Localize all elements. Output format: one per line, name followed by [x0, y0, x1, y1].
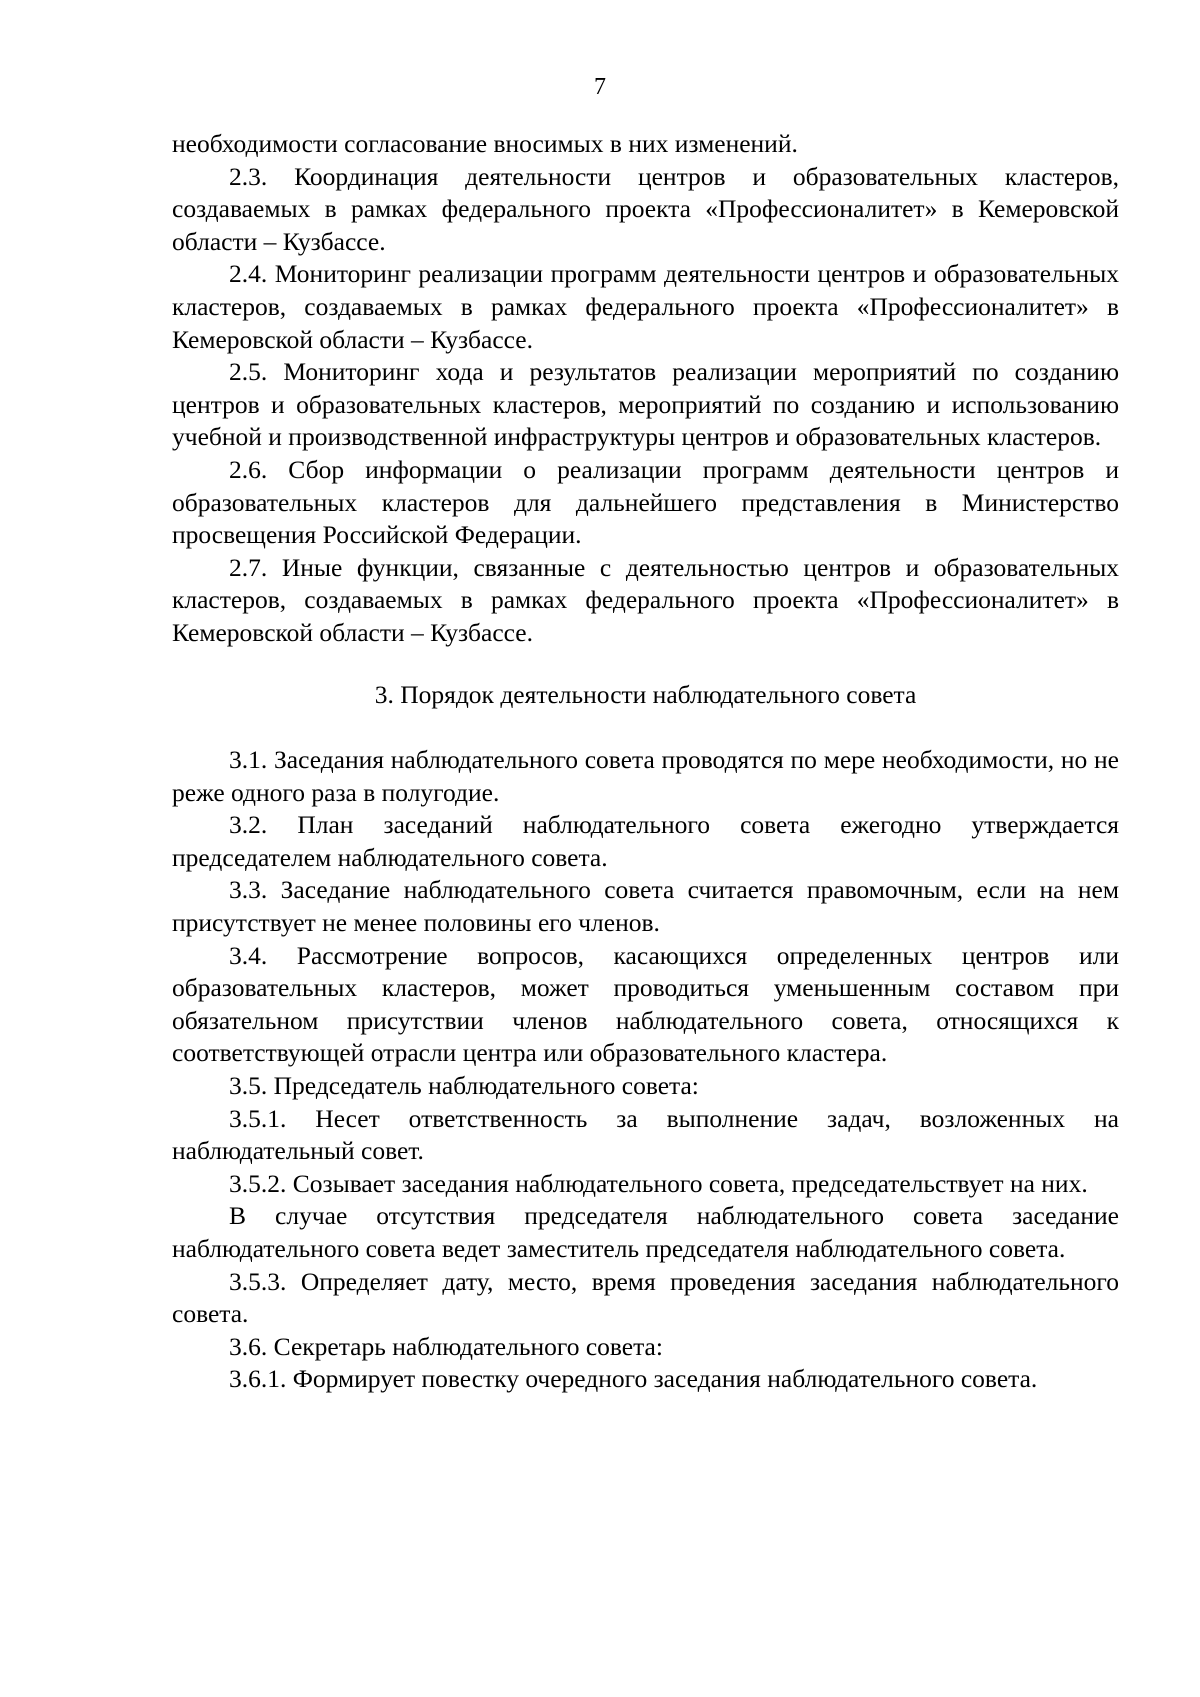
paragraph-2-6: 2.6. Сбор информации о реализации программ деятельности центров и образовательных кластеров для дальнейшего представления в Министерство просвещения Российской Федерации.	[172, 454, 1119, 550]
paragraph-3-5-1: 3.5.1. Несет ответственность за выполнение задач, возложенных на наблюдательный совет.	[172, 1103, 1119, 1166]
paragraph-absence-clause: В случае отсутствия председателя наблюдательного совета заседание наблюдательного совета ведет заместитель председателя наблюдательного совета.	[172, 1201, 1119, 1263]
paragraph-3-4: 3.4. Рассмотрение вопросов, касающихся определенных центров или образовательных кластеров, может проводиться уменьшенным составом при обязательном присутствии членов наблюдательного совета, относящихся к соответствующей отрасли центра или образовательного кластера.	[172, 940, 1119, 1068]
paragraph-3-5-3: 3.5.3. Определяет дату, место, время проведения заседания наблюдательного совета.	[172, 1266, 1119, 1329]
paragraph-3-3: 3.3. Заседание наблюдательного совета считается правомочным, если на нем присутствует не менее половины его членов.	[172, 875, 1119, 938]
paragraph-2-5: 2.5. Мониторинг хода и результатов реализации мероприятий по созданию центров и образовательных кластеров, мероприятий по созданию и использованию учебной и производственной инфраструктуры центров и образовательных кластеров.	[172, 357, 1119, 452]
paragraph-3-2: 3.2. План заседаний наблюдательного совета ежегодно утверждается председателем наблюдательного совета.	[172, 810, 1119, 872]
section-heading: 3. Порядок деятельности наблюдательного совета	[374, 679, 917, 709]
document-body	[172, 128, 1119, 1396]
paragraph-3-6: 3.6. Секретарь наблюдательного совета:	[229, 1331, 663, 1361]
paragraph: необходимости согласование вносимых в них изменений.	[172, 129, 798, 158]
paragraph-2-3: 2.3. Координация деятельности центров и образовательных кластеров, создаваемых в рамках федерального проекта «Профессионалитет» в Кемеровской области – Кузбассе.	[172, 161, 1119, 256]
paragraph-3-5: 3.5. Председатель наблюдательного совета:	[229, 1071, 699, 1101]
paragraph-2-4: 2.4. Мониторинг реализации программ деятельности центров и образовательных кластеров, создаваемых в рамках федерального проекта «Профессионалитет» в Кемеровской области – Кузбассе.	[172, 259, 1119, 354]
paragraph-3-5-2: 3.5.2. Созывает заседания наблюдательного совета, председательствует на них.	[229, 1168, 1088, 1198]
paragraph-2-7: 2.7. Иные функции, связанные с деятельностью центров и образовательных кластеров, создаваемых в рамках федерального проекта «Профессионалитет» в Кемеровской области – Кузбассе.	[172, 552, 1119, 647]
page-number: 7	[594, 74, 606, 100]
paragraph-3-6-1: 3.6.1. Формирует повестку очередного заседания наблюдательного совета.	[229, 1364, 1038, 1394]
paragraph-3-1: 3.1. Заседания наблюдательного совета проводятся по мере необходимости, но не реже одного раза в полугодие.	[172, 745, 1119, 807]
